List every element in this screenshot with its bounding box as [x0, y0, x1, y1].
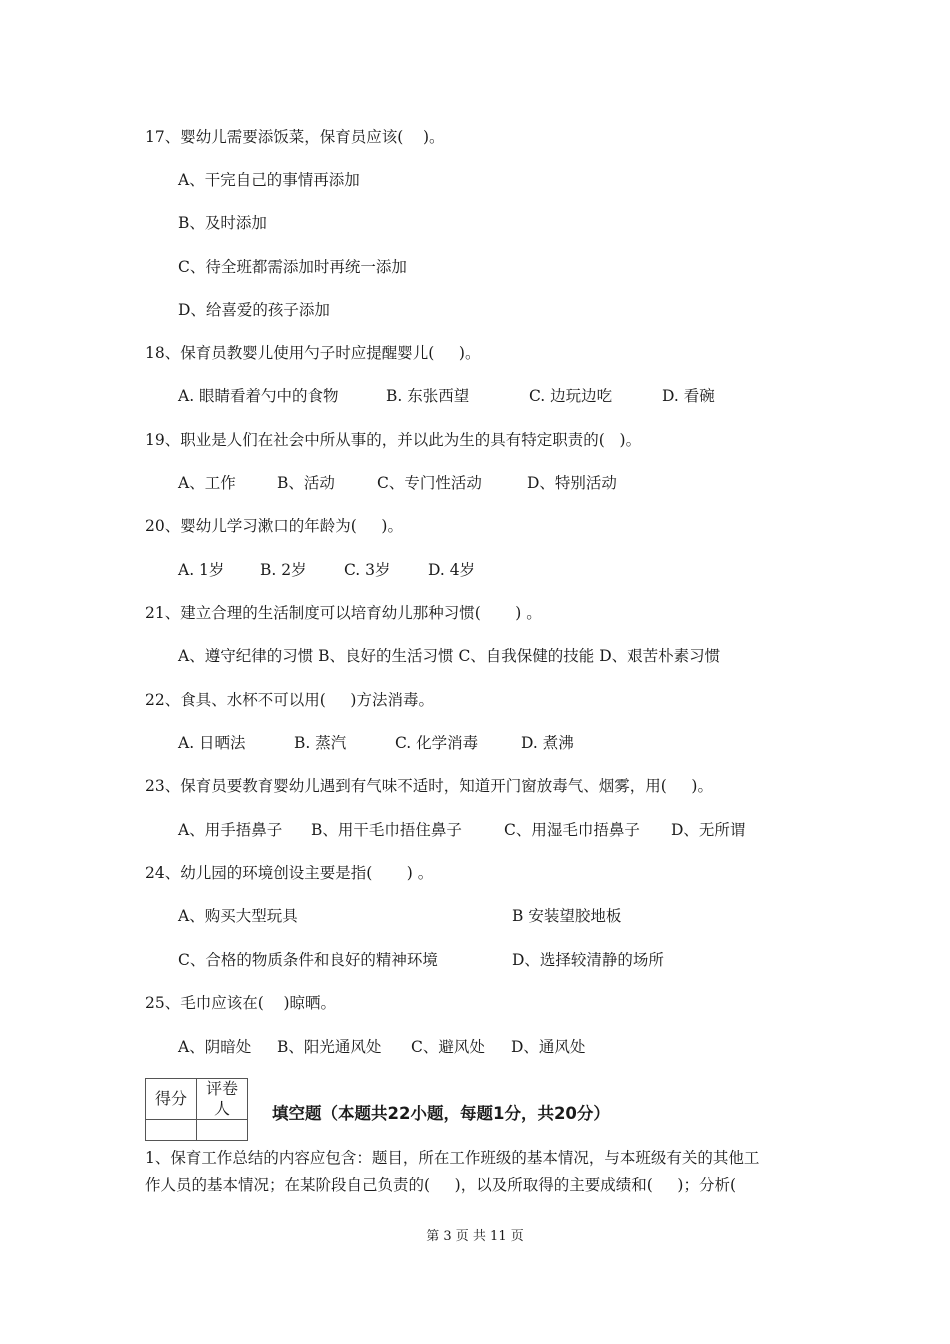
question-19-option-a: A、工作	[178, 474, 236, 492]
question-19-option-d: D、特别活动	[527, 474, 617, 492]
question-25-option-c: C、避风处	[411, 1038, 485, 1056]
question-19-option-b: B、活动	[277, 474, 335, 492]
question-18-stem: 18、保育员教婴儿使用勺子时应提醒婴儿( )。	[145, 344, 481, 362]
question-18-option-a: A. 眼睛看着勺中的食物	[178, 387, 339, 405]
question-23-option-b: B、用干毛巾捂住鼻子	[311, 821, 462, 839]
score-cell	[146, 1120, 197, 1141]
question-24-option-c: C、合格的物质条件和良好的精神环境	[178, 951, 438, 969]
question-22-option-a: A. 日晒法	[178, 734, 246, 752]
question-17-option-a: A、干完自己的事情再添加	[178, 171, 360, 189]
question-17-stem: 17、婴幼儿需要添饭菜，保育员应该( )。	[145, 128, 445, 146]
question-19-option-c: C、专门性活动	[377, 474, 482, 492]
question-18-option-b: B. 东张西望	[386, 387, 470, 405]
question-22-option-c: C. 化学消毒	[395, 734, 479, 752]
fill-blank-question-1-line2: 作人员的基本情况；在某阶段自己负责的( )，以及所取得的主要成绩和( )；分析(	[145, 1176, 737, 1194]
fill-blank-question-1-line1: 1、保育工作总结的内容应包含：题目，所在工作班级的基本情况，与本班级有关的其他工	[145, 1149, 760, 1167]
grader-cell	[197, 1120, 248, 1141]
question-24-stem: 24、幼儿园的环境创设主要是指( ) 。	[145, 864, 434, 882]
question-21-options: A、遵守纪律的习惯 B、良好的生活习惯 C、自我保健的技能 D、艰苦朴素习惯	[178, 647, 721, 665]
question-23-option-d: D、无所谓	[671, 821, 746, 839]
grader-header: 评卷人	[197, 1079, 248, 1120]
question-18-option-c: C. 边玩边吃	[529, 387, 613, 405]
score-header: 得分	[146, 1079, 197, 1120]
question-19-stem: 19、职业是人们在社会中所从事的，并以此为生的具有特定职责的( )。	[145, 431, 642, 449]
question-25-option-b: B、阳光通风处	[277, 1038, 382, 1056]
question-20-option-c: C. 3岁	[344, 561, 391, 579]
question-25-option-a: A、阴暗处	[178, 1038, 252, 1056]
question-24-option-a: A、购买大型玩具	[178, 907, 298, 925]
question-23-option-a: A、用手捂鼻子	[178, 821, 283, 839]
score-table	[145, 1078, 248, 1141]
question-25-stem: 25、毛巾应该在( )晾晒。	[145, 994, 337, 1012]
question-24-option-d: D、选择较清静的场所	[512, 951, 664, 969]
question-23-stem: 23、保育员要教育婴幼儿遇到有气味不适时，知道开门窗放毒气、烟雾，用( )。	[145, 777, 713, 795]
question-22-option-d: D. 煮沸	[521, 734, 574, 752]
question-18-option-d: D. 看碗	[662, 387, 715, 405]
question-22-stem: 22、食具、水杯不可以用( )方法消毒。	[145, 691, 434, 709]
question-17-option-c: C、待全班都需添加时再统一添加	[178, 258, 407, 276]
question-20-option-a: A. 1岁	[178, 561, 225, 579]
question-17-option-d: D、给喜爱的孩子添加	[178, 301, 330, 319]
page-footer: 第 3 页 共 11 页	[426, 1229, 524, 1244]
section-title: 填空题（本题共22小题，每题1分，共20分）	[272, 1104, 610, 1123]
question-20-stem: 20、婴幼儿学习漱口的年龄为( )。	[145, 517, 403, 535]
question-23-option-c: C、用湿毛巾捂鼻子	[504, 821, 640, 839]
question-25-option-d: D、通风处	[511, 1038, 586, 1056]
question-21-stem: 21、建立合理的生活制度可以培育幼儿那种习惯( ) 。	[145, 604, 542, 622]
question-20-option-b: B. 2岁	[260, 561, 307, 579]
question-17-option-b: B、及时添加	[178, 214, 267, 232]
question-24-option-b: B 安装望胶地板	[512, 907, 622, 925]
question-20-option-d: D. 4岁	[428, 561, 476, 579]
question-22-option-b: B. 蒸汽	[294, 734, 347, 752]
